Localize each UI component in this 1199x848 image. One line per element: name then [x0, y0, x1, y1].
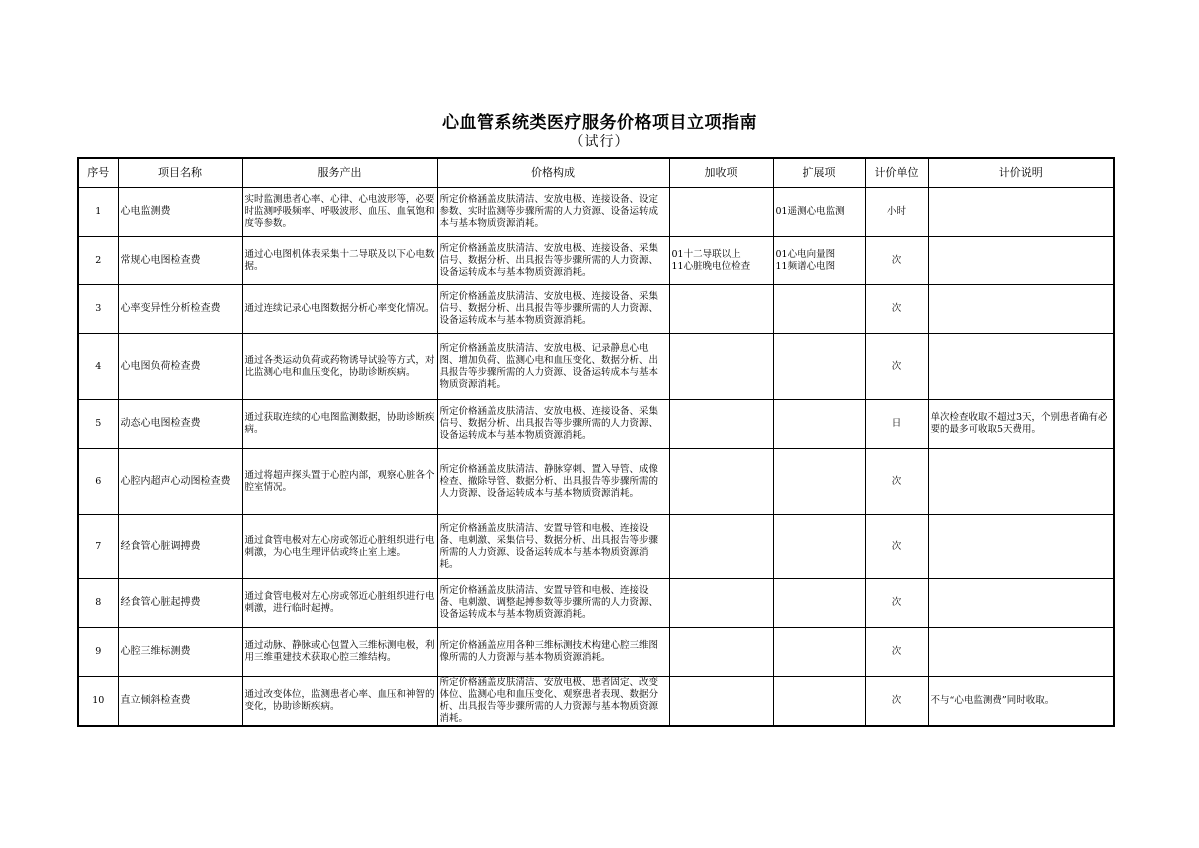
- cell-name: 心腔三维标测费: [118, 628, 242, 677]
- cell-surcharge: [669, 579, 773, 628]
- cell-name: 心电监测费: [118, 188, 242, 237]
- table-row: [78, 237, 1114, 285]
- cell-unit: 日: [865, 400, 928, 449]
- cell-no: 9: [78, 628, 118, 677]
- cell-composition: 所定价格涵盖皮肤清洁、安置导管和电极、连接设备、电刺激、采集信号、数据分析、出具报告等步骤所需的人力资源、设备运转成本与基本物质资源消耗。: [437, 515, 669, 579]
- header-output: 服务产出: [242, 158, 437, 188]
- cell-output: 通过将超声探头置于心腔内部，观察心脏各个腔室情况。: [242, 449, 437, 515]
- cell-extension: [773, 334, 865, 400]
- cell-name: 常规心电图检查费: [118, 237, 242, 285]
- table-row: [78, 334, 1114, 400]
- table-row: [78, 400, 1114, 449]
- cell-extension: [773, 628, 865, 677]
- cell-no: 8: [78, 579, 118, 628]
- cell-surcharge: [669, 285, 773, 334]
- cell-no: 6: [78, 449, 118, 515]
- cell-no: 4: [78, 334, 118, 400]
- cell-extension: [773, 677, 865, 727]
- document-title: 心血管系统类医疗服务价格项目立项指南: [442, 113, 757, 133]
- cell-output: 通过心电图机体表采集十二导联及以下心电数据。: [242, 237, 437, 285]
- cell-name: 经食管心脏调搏费: [118, 515, 242, 579]
- cell-output: 通过动脉、静脉或心包置入三维标测电极，利用三维重建技术获取心腔三维结构。: [242, 628, 437, 677]
- cell-name: 心电图负荷检查费: [118, 334, 242, 400]
- cell-composition: 所定价格涵盖皮肤清洁、静脉穿刺、置入导管、成像检查、撤除导管、数据分析、出具报告等步骤所需的人力资源、设备运转成本与基本物质资源消耗。: [437, 449, 669, 515]
- cell-output: 通过食管电极对左心房或邻近心脏组织进行电刺激，进行临时起搏。: [242, 579, 437, 628]
- cell-name: 心率变异性分析检查费: [118, 285, 242, 334]
- cell-no: 2: [78, 237, 118, 285]
- cell-note: [928, 334, 1114, 400]
- cell-note: 不与“心电监测费”同时收取。: [928, 677, 1114, 727]
- cell-surcharge: [669, 188, 773, 237]
- cell-no: 3: [78, 285, 118, 334]
- cell-no: 10: [78, 677, 118, 727]
- cell-note: [928, 237, 1114, 285]
- cell-note: [928, 628, 1114, 677]
- document-subtitle: （试行）: [569, 134, 630, 150]
- cell-composition: 所定价格涵盖皮肤清洁、安放电极、记录静息心电图、增加负荷、监测心电和血压变化、数据分析、出具报告等步骤所需的人力资源、设备运转成本与基本物质资源消耗。: [437, 334, 669, 400]
- table-header-row: [78, 158, 1114, 188]
- cell-unit: 次: [865, 677, 928, 727]
- cell-surcharge: [669, 449, 773, 515]
- header-extension: 扩展项: [773, 158, 865, 188]
- cell-composition: 所定价格涵盖皮肤清洁、安放电极、连接设备、采集信号、数据分析、出具报告等步骤所需的人力资源、设备运转成本与基本物质资源消耗。: [437, 400, 669, 449]
- cell-no: 5: [78, 400, 118, 449]
- cell-composition: 所定价格涵盖皮肤清洁、安置导管和电极、连接设备、电刺激、调整起搏参数等步骤所需的人力资源、设备运转成本与基本物质资源消耗。: [437, 579, 669, 628]
- cell-unit: 次: [865, 449, 928, 515]
- cell-note: 单次检查收取不超过3天，个别患者确有必要的最多可收取5天费用。: [928, 400, 1114, 449]
- cell-surcharge: [669, 334, 773, 400]
- cell-unit: 次: [865, 334, 928, 400]
- cell-no: 1: [78, 188, 118, 237]
- cell-name: 心腔内超声心动图检查费: [118, 449, 242, 515]
- cell-composition: 所定价格涵盖皮肤清洁、安放电极、连接设备、设定参数、实时监测等步骤所需的人力资源、设备运转成本与基本物质资源消耗。: [437, 188, 669, 237]
- cell-note: [928, 449, 1114, 515]
- cell-name: 经食管心脏起搏费: [118, 579, 242, 628]
- cell-output: 通过食管电极对左心房或邻近心脏组织进行电刺激，为心电生理评估或终止室上速。: [242, 515, 437, 579]
- cell-output: 通过连续记录心电图数据分析心率变化情况。: [242, 285, 437, 334]
- cell-extension: 01心电向量图 11频谱心电图: [773, 237, 865, 285]
- cell-note: [928, 515, 1114, 579]
- cell-note: [928, 188, 1114, 237]
- cell-composition: 所定价格涵盖皮肤清洁、安放电极、连接设备、采集信号、数据分析、出具报告等步骤所需的人力资源、设备运转成本与基本物质资源消耗。: [437, 237, 669, 285]
- header-unit: 计价单位: [865, 158, 928, 188]
- cell-output: 通过改变体位，监测患者心率、血压和神智的变化，协助诊断疾病。: [242, 677, 437, 727]
- cell-output: 通过各类运动负荷或药物诱导试验等方式，对比监测心电和血压变化，协助诊断疾病。: [242, 334, 437, 400]
- cell-unit: 次: [865, 515, 928, 579]
- price-items-table: [77, 157, 1115, 727]
- cell-name: 动态心电图检查费: [118, 400, 242, 449]
- header-note: 计价说明: [928, 158, 1114, 188]
- cell-composition: 所定价格涵盖皮肤清洁、安放电极、患者固定、改变体位、监测心电和血压变化、观察患者表现、数据分析、出具报告等步骤所需的人力资源与基本物质资源消耗。: [437, 677, 669, 727]
- table-row: [78, 449, 1114, 515]
- cell-extension: 01遥测心电监测: [773, 188, 865, 237]
- cell-surcharge: [669, 677, 773, 727]
- cell-output: 通过获取连续的心电图监测数据，协助诊断疾病。: [242, 400, 437, 449]
- cell-surcharge: [669, 515, 773, 579]
- table-row: [78, 628, 1114, 677]
- cell-unit: 次: [865, 628, 928, 677]
- table-row: [78, 677, 1114, 727]
- cell-extension: [773, 400, 865, 449]
- cell-note: [928, 579, 1114, 628]
- table-row: [78, 579, 1114, 628]
- cell-composition: 所定价格涵盖皮肤清洁、安放电极、连接设备、采集信号、数据分析、出具报告等步骤所需的人力资源、设备运转成本与基本物质资源消耗。: [437, 285, 669, 334]
- header-no: 序号: [78, 158, 118, 188]
- cell-surcharge: [669, 628, 773, 677]
- header-composition: 价格构成: [437, 158, 669, 188]
- cell-surcharge: 01十二导联以上 11心脏晚电位检查: [669, 237, 773, 285]
- table-row: [78, 188, 1114, 237]
- cell-extension: [773, 449, 865, 515]
- cell-unit: 次: [865, 285, 928, 334]
- cell-name: 直立倾斜检查费: [118, 677, 242, 727]
- table-row: [78, 515, 1114, 579]
- header-surcharge: 加收项: [669, 158, 773, 188]
- cell-unit: 小时: [865, 188, 928, 237]
- cell-unit: 次: [865, 579, 928, 628]
- header-name: 项目名称: [118, 158, 242, 188]
- cell-surcharge: [669, 400, 773, 449]
- cell-extension: [773, 515, 865, 579]
- cell-composition: 所定价格涵盖应用各种三维标测技术构建心腔三维图像所需的人力资源与基本物质资源消耗。: [437, 628, 669, 677]
- cell-output: 实时监测患者心率、心律、心电波形等，必要时监测呼吸频率、呼吸波形、血压、血氧饱和度等参数。: [242, 188, 437, 237]
- cell-extension: [773, 579, 865, 628]
- table-row: [78, 285, 1114, 334]
- cell-unit: 次: [865, 237, 928, 285]
- cell-no: 7: [78, 515, 118, 579]
- cell-note: [928, 285, 1114, 334]
- cell-extension: [773, 285, 865, 334]
